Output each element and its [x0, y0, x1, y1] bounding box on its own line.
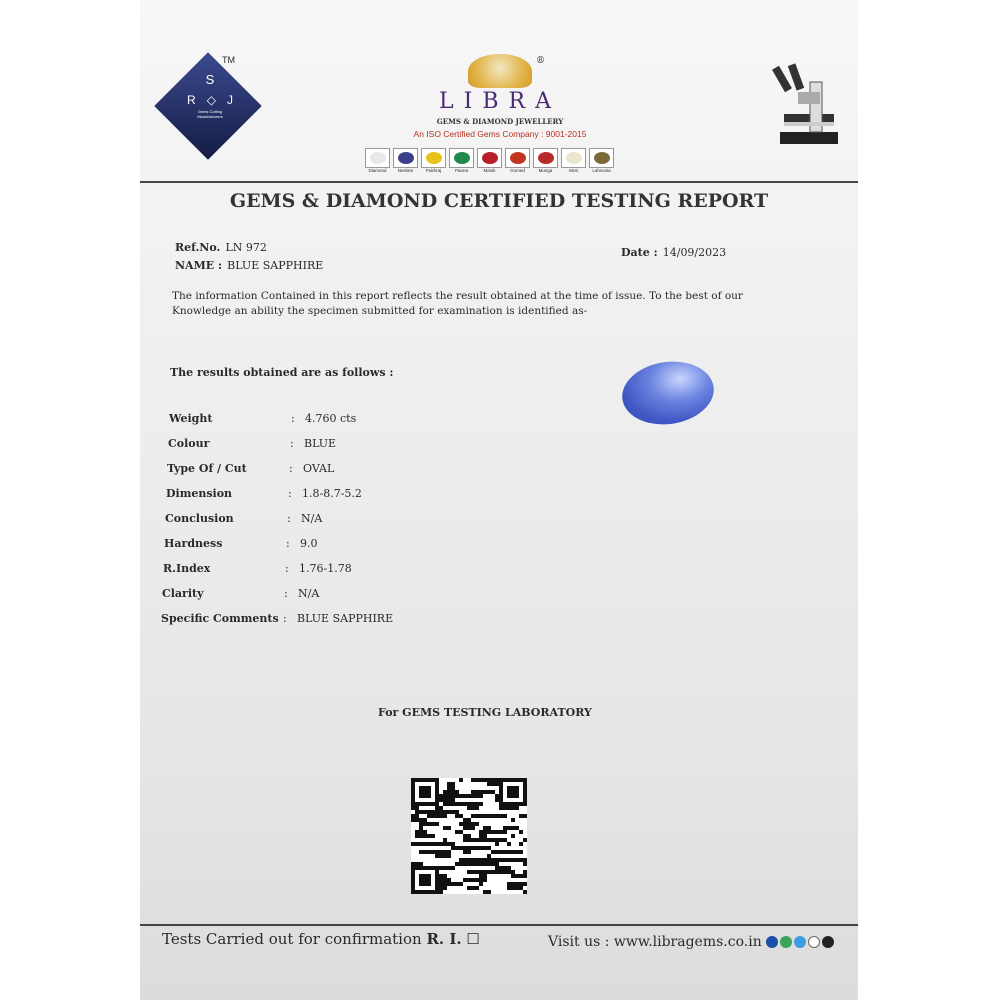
tests-text: Tests Carried out for confirmation	[162, 930, 422, 948]
ri-checkbox: ☐	[466, 930, 480, 948]
result-separator: :	[291, 412, 295, 425]
twitter-icon[interactable]	[794, 936, 806, 948]
facebook-icon[interactable]	[766, 936, 778, 948]
gem-icon	[370, 152, 386, 164]
result-row	[161, 612, 393, 625]
ref-value: LN 972	[225, 241, 267, 254]
result-label: Specific Comments	[161, 612, 279, 625]
result-row	[163, 562, 352, 575]
result-value: 9.0	[300, 537, 318, 550]
gem-icon	[594, 152, 610, 164]
result-separator: :	[285, 562, 289, 575]
logo-tagline: Gems Cutting Manufacturers	[197, 109, 223, 119]
gem-label: Pukhraj	[425, 168, 442, 173]
result-value: 4.760 cts	[305, 412, 357, 425]
gem-icon	[482, 152, 498, 164]
result-value: N/A	[298, 587, 320, 600]
name-value: BLUE SAPPHIRE	[227, 259, 324, 272]
gem-swatch	[365, 148, 390, 173]
website-text[interactable]: Visit us : www.libragems.co.in	[548, 934, 762, 950]
result-separator: :	[284, 587, 288, 600]
result-value: 1.8-8.7-5.2	[302, 487, 362, 500]
result-separator: :	[287, 512, 291, 525]
gem-swatch	[449, 148, 474, 173]
result-value: N/A	[301, 512, 323, 525]
logo-letter: S	[205, 72, 215, 87]
brand-name: LIBRA	[439, 89, 561, 114]
result-row	[165, 512, 322, 525]
result-value: 1.76-1.78	[299, 562, 352, 575]
result-row	[162, 587, 319, 600]
result-separator: :	[290, 437, 294, 450]
gem-swatch	[477, 148, 502, 173]
result-separator: :	[283, 612, 287, 625]
gem-swatch	[421, 148, 446, 173]
ref-label: Ref.No.	[175, 241, 221, 254]
gem-icon	[566, 152, 582, 164]
gem-icon	[510, 152, 526, 164]
qr-code[interactable]	[398, 778, 540, 894]
lab-signature-label: For GEMS TESTING LABORATORY	[378, 706, 592, 719]
gem-label: Lahsunia	[592, 168, 611, 173]
gem-label: Panna	[454, 168, 468, 173]
microscope-icon	[770, 62, 840, 148]
header-divider	[140, 181, 858, 183]
gem-icon	[454, 152, 470, 164]
report-title: GEMS & DIAMOND CERTIFIED TESTING REPORT	[229, 190, 769, 212]
result-label: Hardness	[164, 537, 223, 550]
youtube-icon[interactable]	[808, 936, 820, 948]
iso-line: An ISO Certified Gems Company : 9001-2015	[413, 129, 587, 139]
result-label: Dimension	[166, 487, 233, 500]
logo-letter: R	[187, 93, 196, 107]
date-label: Date :	[621, 246, 658, 259]
result-value: BLUE SAPPHIRE	[297, 612, 394, 625]
name-label: NAME :	[175, 259, 223, 272]
result-row	[168, 437, 336, 450]
gem-swatch	[561, 148, 586, 173]
date-value: 14/09/2023	[662, 246, 727, 259]
brand-subtitle: GEMS & DIAMOND JEWELLERY	[436, 117, 564, 126]
trademark: TM	[222, 55, 235, 65]
result-separator: :	[286, 537, 290, 550]
gem-label: Diamond	[368, 168, 387, 173]
result-row	[169, 412, 356, 425]
logo-letter: J	[227, 93, 233, 107]
footer-divider	[140, 924, 858, 926]
result-row	[167, 462, 334, 475]
result-row	[164, 537, 318, 550]
gem-label: Munga	[538, 168, 553, 173]
srj-logo-text	[165, 70, 255, 150]
diamond-icon: ◇	[206, 93, 216, 107]
intro-paragraph: The information Contained in this report reflects the result obtained at the time of issue. To the best of our Knowledge an ability the specimen submitted for examination is identified as-	[172, 290, 743, 317]
gem-label: Gomed	[510, 168, 525, 173]
gem-label: Moti	[569, 168, 578, 173]
gem-icon	[426, 152, 442, 164]
result-separator: :	[289, 462, 293, 475]
result-separator: :	[288, 487, 292, 500]
whatsapp-icon[interactable]	[780, 936, 792, 948]
instagram-icon[interactable]	[822, 936, 834, 948]
result-label: Type Of / Cut	[167, 462, 247, 475]
registered-mark: ®	[536, 56, 545, 66]
result-value: OVAL	[303, 462, 335, 475]
gem-strip	[365, 148, 614, 173]
result-label: Clarity	[162, 587, 204, 600]
results-heading: The results obtained are as follows :	[170, 366, 394, 379]
gem-icon	[398, 152, 414, 164]
gem-swatch	[393, 148, 418, 173]
gem-swatch	[505, 148, 530, 173]
ri-label: R. I.	[426, 930, 462, 948]
result-value: BLUE	[304, 437, 337, 450]
result-label: Weight	[169, 412, 213, 425]
gem-icon	[538, 152, 554, 164]
result-label: Conclusion	[165, 512, 234, 525]
result-label: Colour	[168, 437, 210, 450]
gem-label: Neelam	[397, 168, 414, 173]
result-row	[166, 487, 362, 500]
gem-swatch	[533, 148, 558, 173]
result-label: R.Index	[163, 562, 211, 575]
gem-label: Manik	[483, 168, 496, 173]
libra-crest-icon	[468, 54, 532, 88]
gem-swatch	[589, 148, 614, 173]
